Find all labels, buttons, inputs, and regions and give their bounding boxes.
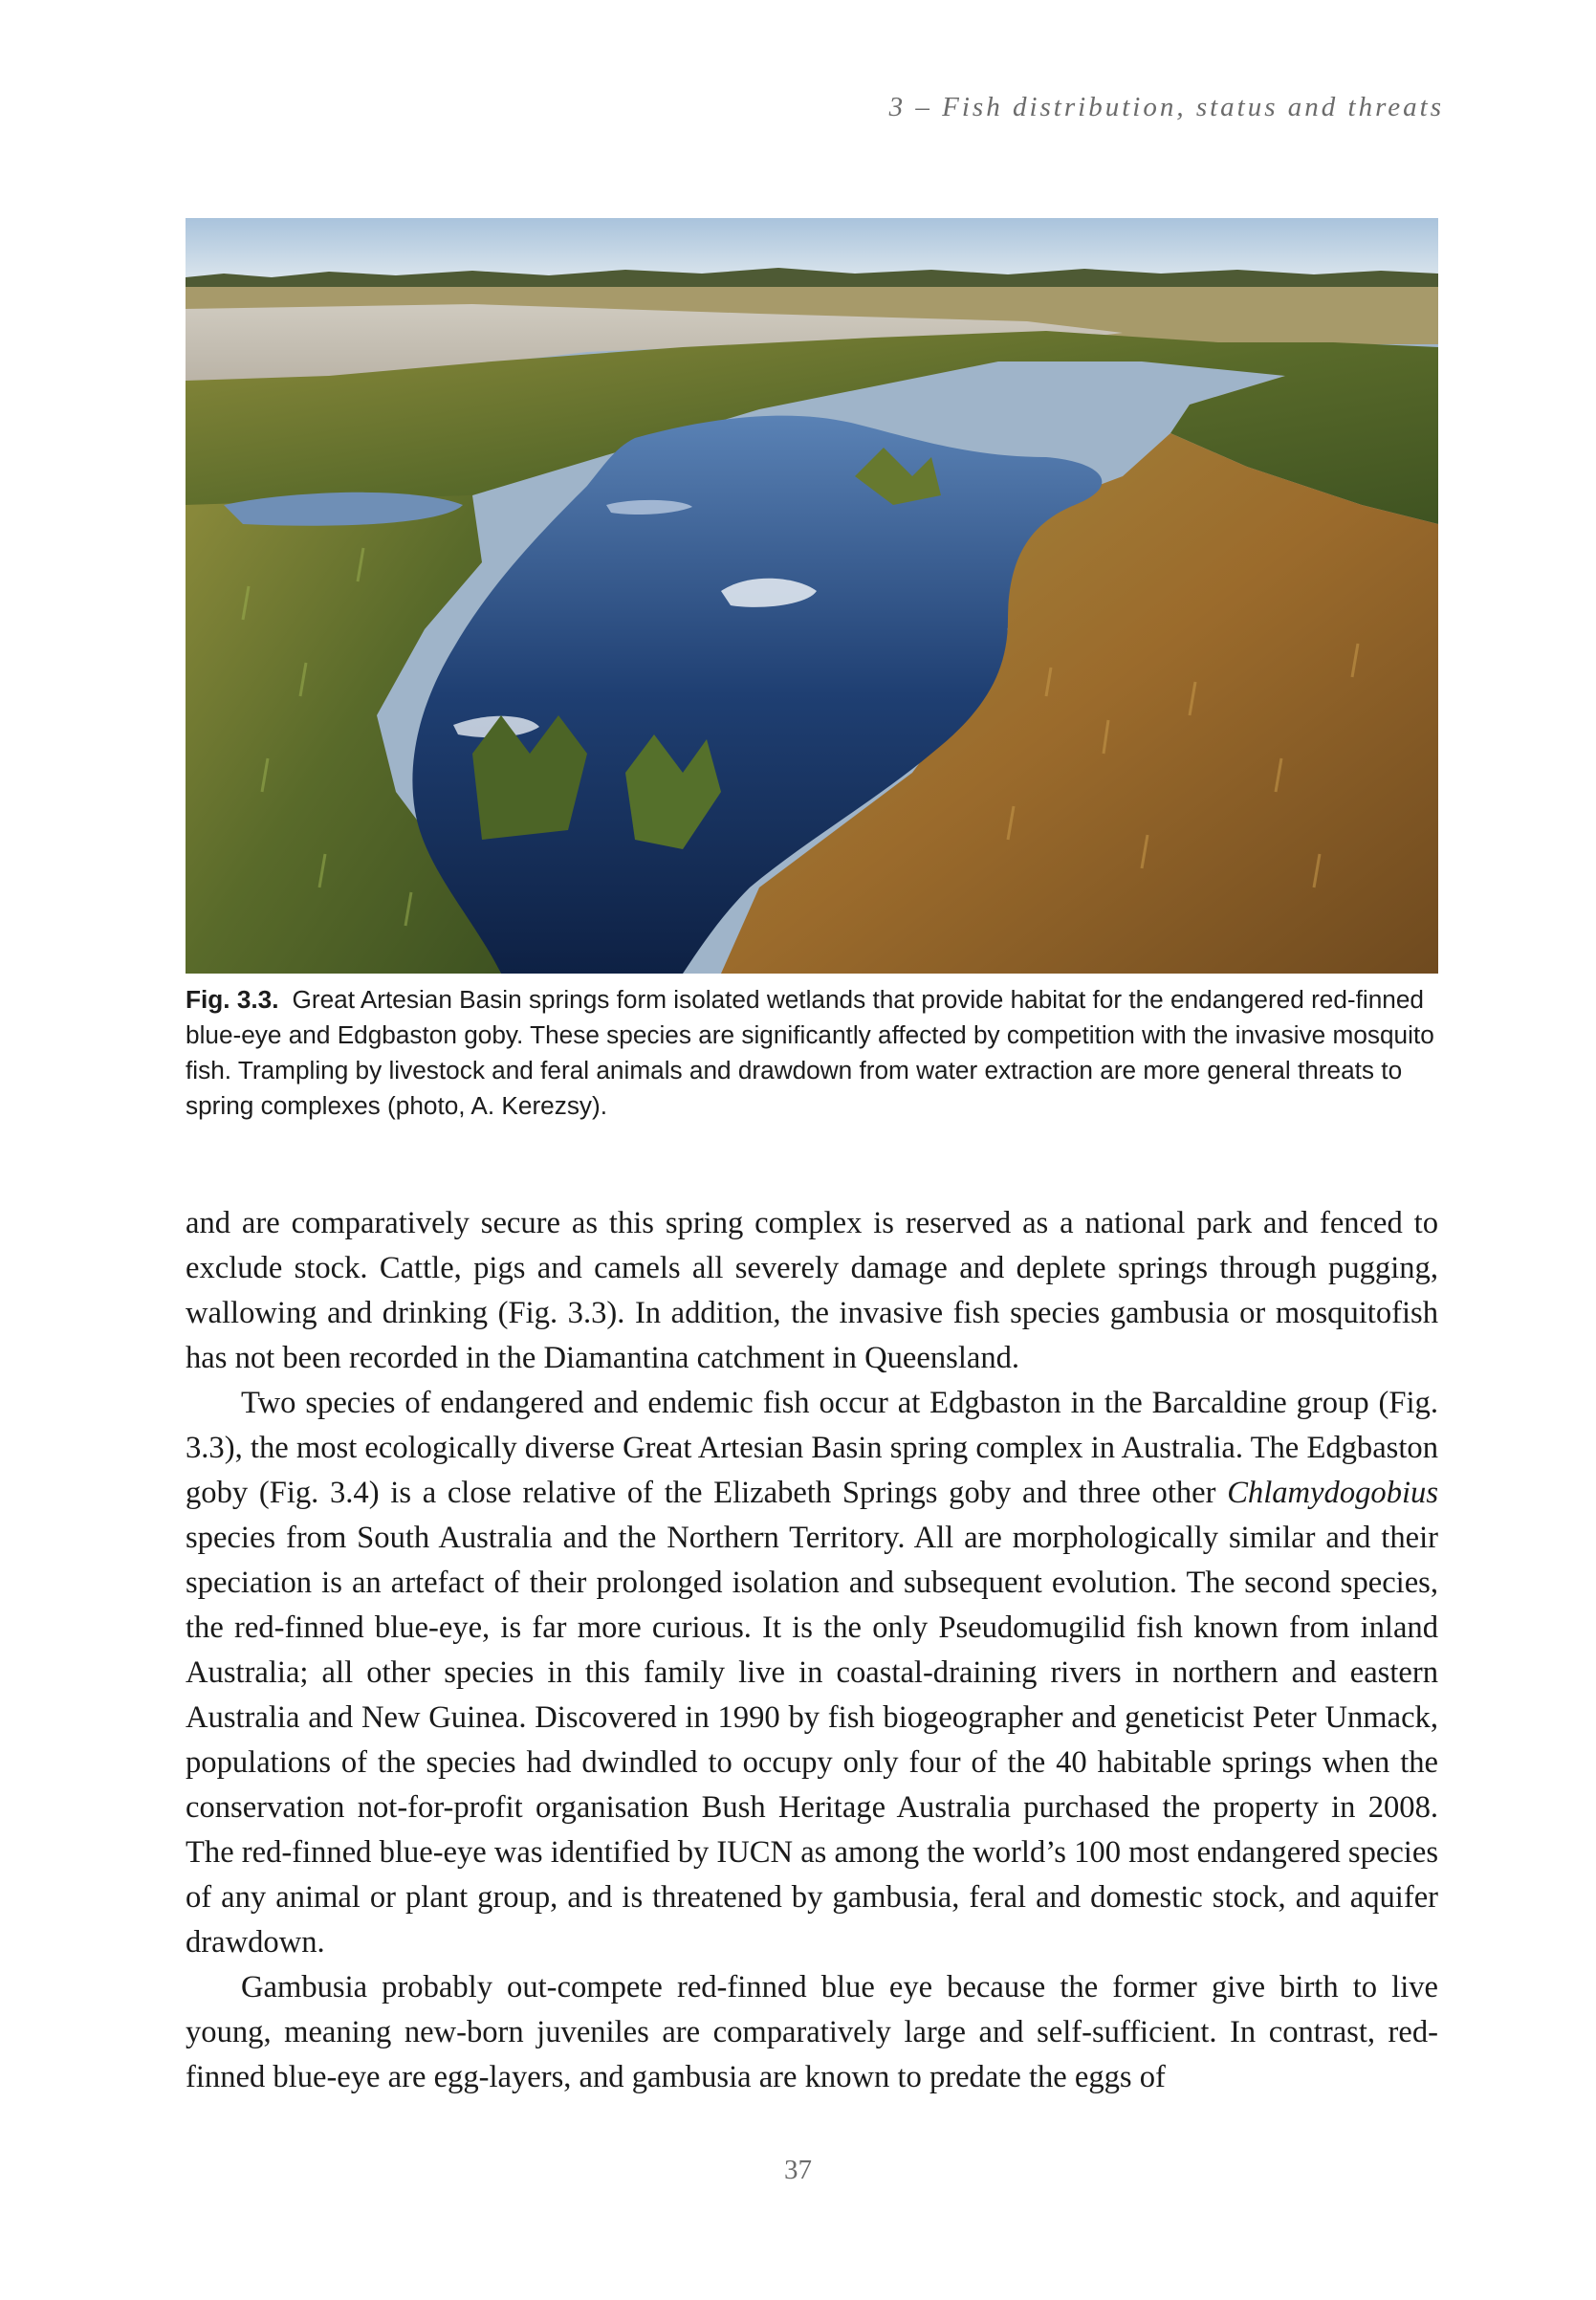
paragraph-1: and are comparatively secure as this spring complex is reserved as a national park and fenced to exclude stock. Cattle, pigs and camels all severely damage and deplete springs through pugging, wallowing and drinking (Fig. 3.3). In addition, the invasive fish species gambusia or mosquitofish has not been recorded in the Diamantina catchment in Queensland. <box>186 1206 1438 1375</box>
paragraph-3: Gambusia probably out-compete red-finned blue eye because the former give birth to live young, meaning new-born juveniles are comparatively large and self-sufficient. In contrast, red-finned blue-eye are egg-layers, and gambusia are known to predate the eggs of <box>186 1970 1438 2094</box>
paragraph-2-text-start: Two species of endangered and endemic fish occur at Edgbaston in the Barcaldine group (Fig. 3.3), the most ecologically diverse Great Artesian Basin spring complex in Australia. The Edgbaston goby (Fig. 3.4) is a close relative of the Elizabeth Springs goby and three other <box>186 1386 1438 1510</box>
figure-caption <box>186 982 1438 1124</box>
body-text <box>186 1201 1438 2100</box>
running-head: 3 – Fish distribution, status and threats <box>888 92 1444 122</box>
wetland-photo <box>186 218 1438 974</box>
genus-name: Chlamydogobius <box>1227 1476 1438 1510</box>
paragraph-2-text-end: species from South Australia and the Northern Territory. All are morphologically similar and their speciation is an artefact of their prolonged isolation and subsequent evolution. The second species, the red-finned blue-eye, is far more curious. It is the only Pseudomugilid fish known from inland Australia; all other species in this family live in coastal-draining rivers in northern and eastern Australia and New Guinea. Discovered in 1990 by fish biogeographer and geneticist Peter Unmack, populations of the species had dwindled to occupy only four of the 40 habitable springs when the conservation not-for-profit organisation Bush Heritage Australia purchased the property in 2008. The red-finned blue-eye was identified by IUCN as among the world’s 100 most endangered species of any animal or plant group, and is threatened by gambusia, feral and domestic stock, and aquifer drawdown. <box>186 1521 1438 1960</box>
figure-caption-text: Great Artesian Basin springs form isolated wetlands that provide habitat for the endangered red-finned blue-eye and Edgbaston goby. These species are significantly affected by competition with the invasive mosquito fish. Trampling by livestock and feral animals and drawdown from water extraction are more general threats to spring complexes (photo, A. Kerezsy). <box>186 985 1434 1120</box>
page-number: 37 <box>784 2155 812 2185</box>
figure-label: Fig. 3.3. <box>186 985 279 1014</box>
paragraph-2 <box>186 1381 1438 1965</box>
